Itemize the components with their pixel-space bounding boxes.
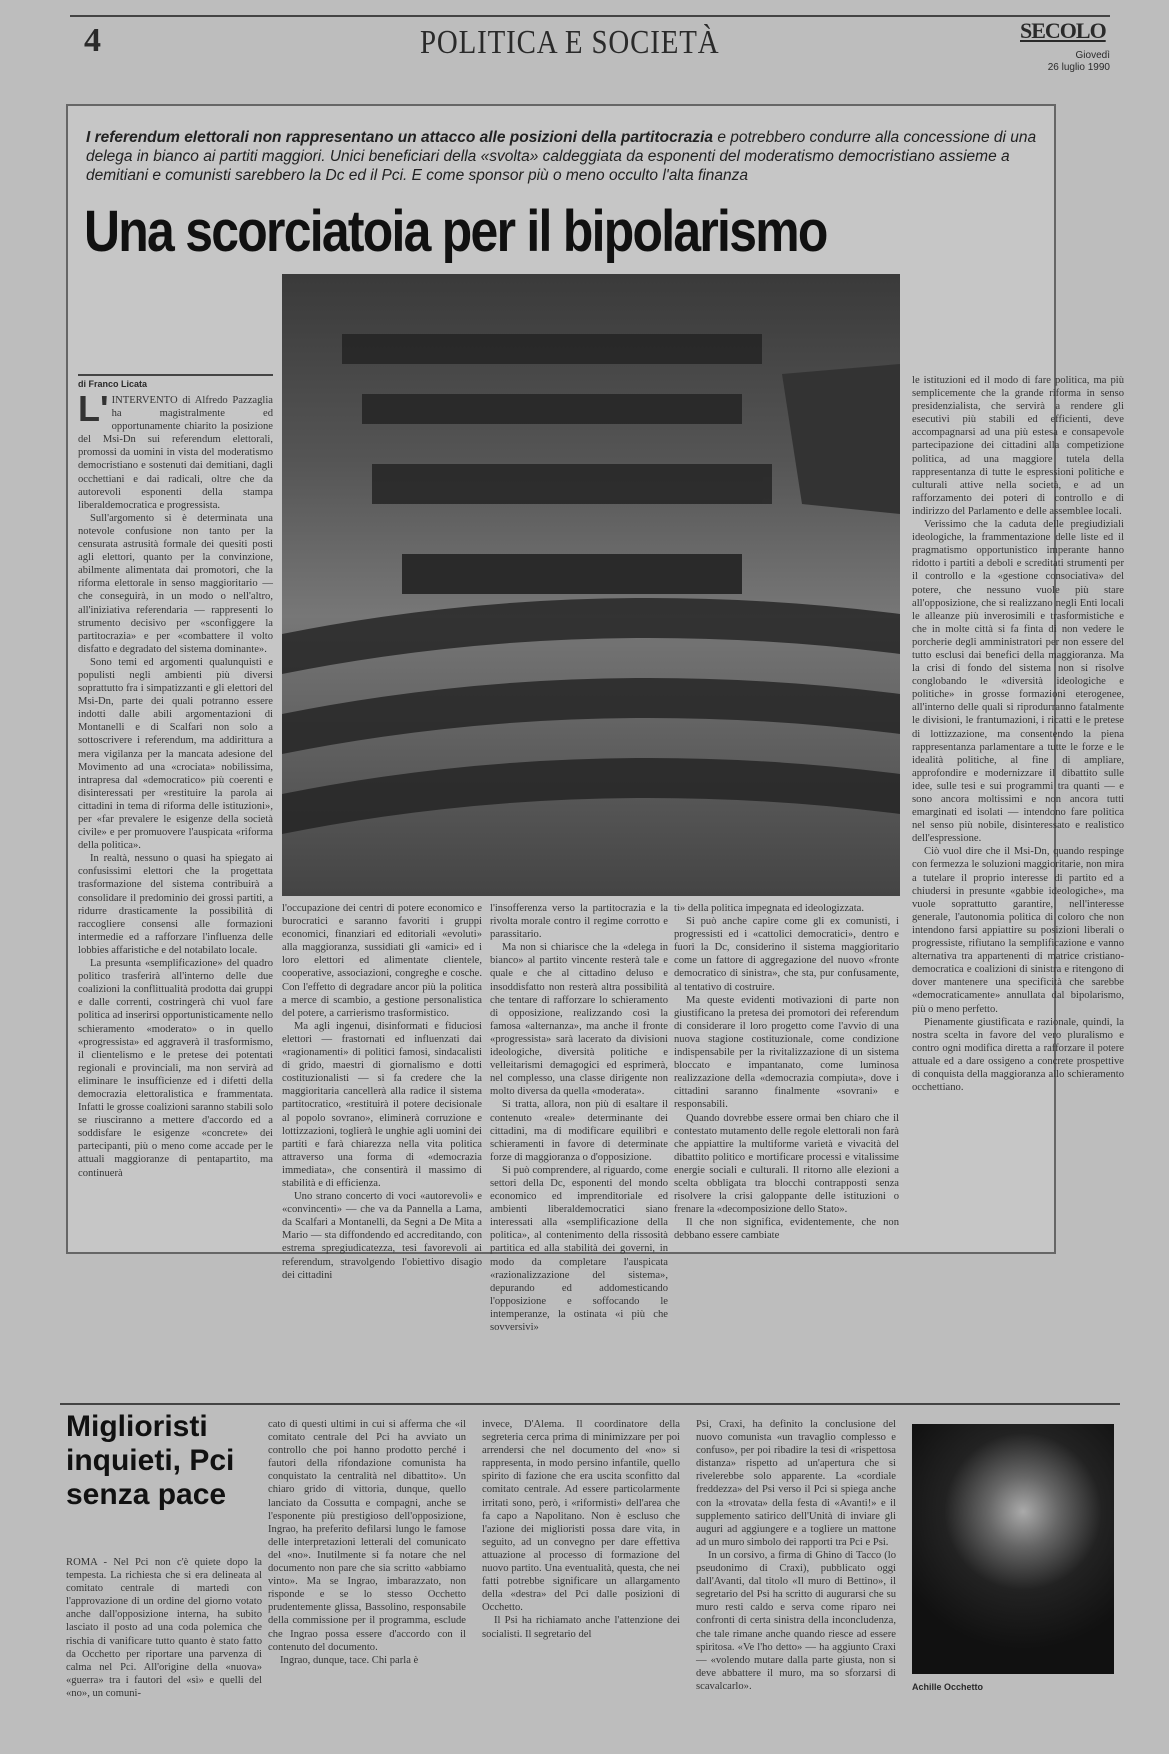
paragraph: cato di questi ultimi in cui si afferma che «il comitato centrale del Pci ha avviato un controllo che poi hanno prodotto perché i fautori della rifondazione comunista ha conquistato la centralità nel dibattito». Un chiaro grido di vittoria, dunque, quello lanciato da Cossutta e compagni, anche se l'esponente più prestigioso dell'opposizione, Ingrao, ha preferito defilarsi lungo le famose delle interpretazioni letterali del comunicato del «no». Inutilmente si fa notare che nel documento non pare che sia scritto «abbiamo vinto». Ma se Ingrao, imbarazzato, non risponde e se lo stesso Occhetto prudentemente glissa, Bassolino, responsabile della commissione per il programma, esclude che Ingrao possa essere d'accordo con il contenuto del documento.: [268, 1419, 466, 1653]
occhetto-photo: [912, 1424, 1114, 1674]
paragraph: Il Psi ha richiamato anche l'attenzione dei socialisti. Il segretario del: [482, 1615, 680, 1640]
article2-column-3: [482, 1418, 680, 1752]
paragraph: Uno strano concerto di voci «autorevoli» e «convincenti» — che va da Pannella a Lama, da Scalfari a Montanelli, da Segni a De Mita a Mario — sta diffondendo ed accreditando, con estrema spregiudicatezza, tesi favorevoli ai referendum, stravolgendo l'obiettivo disagio dei cittadini: [282, 1191, 482, 1281]
paragraph: Il che non significa, evidentemente, che non debbano essere cambiate: [674, 1217, 899, 1242]
headline-2: Miglioristi inquieti, Pci senza pace: [66, 1410, 235, 1511]
deck-text: e potrebbero condurre alla concessione di una delega in bianco ai partiti maggiori. Unici beneficiari della «svolta» caldeggiata da esponenti del moderatismo democristiano assieme a demitiani e comunisti sarebbero la Dc ed il Pci. E come sponsor più o meno occulto l'alta finanza: [86, 129, 1037, 184]
paragraph: Ingrao, dunque, tace. Chi parla è: [280, 1654, 419, 1666]
parliament-photo-graphic: [282, 274, 900, 896]
paragraph: Ma queste evidenti motivazioni di parte non giustificano la pretesa dei promotori dei referendum di considerare il loro progetto come l'avvio di una nuova stagione costituzionale, come condizione indispensabile per la rivitalizzazione di un sistema bloccato e impantanato, come luminosa realizzazione della «democrazia compiuta», dove i cittadini saranno finalmente «sovrani» e responsabili.: [674, 994, 899, 1111]
paragraph: le istituzioni ed il modo di fare politica, ma più semplicemente che la grande riforma in senso presidenzialista, che servirà a rendere gli esecutivi più stabili ed efficienti, deve accompagnarsi ad una più estesa e consapevole partecipazione dei cittadini alla competizione politica, ad una maggiore tutela della rappresentanza di tutte le espressioni politiche e culturali attive nella società, e ad un rafforzamento dei poteri di controllo e di indirizzo del Parlamento e delle assemblee locali.: [912, 375, 1124, 517]
section-title: POLITICA E SOCIETÀ: [420, 24, 720, 61]
paragraph: In realtà, nessuno o quasi ha spiegato ai confusissimi elettori che la progettata trasformazione del sistema contribuirà a consolidare il predominio dei grossi partiti, a ridurre drasticamente la possibilità di raccogliere consensi alle formazioni intermedie ed a rafforzare l'influenza delle lobbies affaristiche e del notabilato locale.: [78, 853, 273, 956]
article-deck: [86, 128, 1046, 185]
masthead-date: [1030, 50, 1110, 74]
article2-column-1: [66, 1556, 262, 1751]
paragraph: l'occupazione dei centri di potere economico e burocratici e saranno favoriti i gruppi economici, finanziari ed editoriali «evoluti» alla maggioranza, sussidiati gli «amici» ed i loro elettori ed alimentate clientele, cooperative, associazioni, congreghe e cosche. Con l'effetto di degradare ancor più la politica a merce di scambio, a gestione personalistica del potere, a carrierismo trasformistico.: [282, 903, 482, 1019]
paragraph: In un corsivo, a firma di Ghino di Tacco (lo pseudonimo di Craxi), pubblicato oggi dall'Avanti, dal titolo «Il muro di Bettino», il segretario del Psi ha scritto di augurarsi che su muro resti caldo e serva come riparo nei confronti di certa sinistra della inconcludenza, che tale rimane anche quando riesce ad essere spiritosa. «Ve l'ho detto» — ha aggiunto Craxi — «volendo mutare dalla parte giusta, non si deve abbattere il muro, ma so sforzarsi di scavalcarlo».: [696, 1549, 896, 1692]
article-column-1: [78, 388, 273, 1249]
drop-cap: L': [78, 388, 109, 429]
article2-column-4: [696, 1418, 896, 1752]
paragraph: Si tratta, allora, non più di esaltare il contenuto «reale» determinante dei cittadini, ma di modificare equilibri e schieramenti in favore di determinate forze di maggioranza o d'opposizione.: [490, 1099, 668, 1163]
article-column-4: [674, 902, 899, 1250]
deck-bold: I referendum elettorali non rappresentano un attacco alle posizioni della partitocrazia: [86, 129, 714, 146]
article-column-3: [490, 902, 668, 1333]
paragraph: invece, D'Alema. Il coordinatore della segreteria cerca prima di minimizzare per poi arrendersi che nel documento del «no» si rappresenta, in modo persino infantile, quello spirito di fazione che era uscita sconfitto dal comitato centrale. Ad essere particolarmente irritati sono, però, i «riformisti» dell'area che fa capo a Napolitano. Non è escluso che l'azione dei miglioristi possa dare vita, in seguito, ad un convegno per dare effettiva attuazione al processo di formazione del nuovo partito. Una eventualità, questa, che nei fatti potrebbe significare un allargamento della «destra» del Pci dalle posizioni di Occhetto.: [482, 1419, 680, 1614]
article-column-2: [282, 902, 482, 1281]
parliament-photo: [282, 274, 900, 896]
headline: Una scorciatoia per il bipolarismo: [84, 199, 827, 264]
article-divider: [60, 1403, 1120, 1405]
page-number: 4: [84, 22, 101, 59]
paragraph: Sull'argomento si è determinata una notevole confusione non tanto per la censurata astrusità formale dei quesiti posti agli elettori, quanto per la convinzione, abilmente alimentata dai promotori, che la riforma elettorale in senso maggioritario — che conseguirà, in un modo o nell'altro, all'iniziativa referendaria — rappresenti lo strumento decisivo per «sconfiggere la partitocrazia» e per «combattere il volto disfatto e degradato del sistema dominante».: [78, 512, 273, 655]
paragraph: Si può comprendere, al riguardo, come settori della Dc, esponenti del mondo economico ed imprenditoriale ed ambienti liberaldemocratici siano interessati alla «semplificazione della politica», al contenimento della rissosità partitica ed alla stabilità dei governi, in modo da completare l'auspicata «razionalizzazione del sistema», depurando ed addomesticando l'opposizione e soffocando le intemperanze, la ostinata «i più che sovversivi»: [490, 1164, 668, 1333]
photo-caption: Achille Occhetto: [912, 1682, 984, 1692]
paragraph: l'insofferenza verso la partitocrazia e la rivolta morale contro il regime corrotto e parassitario.: [490, 903, 668, 941]
paragraph: Ciò vuol dire che il Msi-Dn, quando respinge con fermezza le soluzioni maggioritarie, non mira a tutelare il proprio interesse di partito ed a chiudersi in presunte «gabbie ideologiche», ma vuole soprattutto garantire, nell'interesse generale, l'autonomia politica di coloro che non intendono farsi appiattire su posizioni liberali o progressiste, rifiutano la semplificazione e vanno alternativa tra appartenenti di matrice cristiano-democratica e coalizioni di sinistra e ritengono di dover mantenere una specificità che sarebbe «democraticamente» annullata dal bipolarismo, più o meno perfetto.: [912, 846, 1124, 1015]
paragraph: INTERVENTO di Alfredo Pazzaglia ha magistralmente ed opportunamente chiarito la posizione del Msi-Dn sui referendum elettorali, promossi da uomini in vista del moderatismo democristiano e sostenuti dai demitiani, dagli occhettiani e dai radicali, oltre che da autorevoli esponenti della stampa liberaldemocratica e progressista.: [78, 395, 273, 511]
paragraph: Quando dovrebbe essere ormai ben chiaro che il contestato mutamento delle regole elettorali non farà che appiattire la multiforme varietà e vivacità del dibattito politico e mortificare processi e vitalissime energie sociali e culturali. Il ritorno alle elezioni a scelta obbligata tra blocchi contrapposti senza risolvere la crisi galoppante delle istituzioni o frenare la «decomposizione dello Stato».: [674, 1112, 899, 1216]
day: Giovedì: [1075, 50, 1110, 61]
paragraph: Sono temi ed argomenti qualunquisti e populisti negli ambienti più diversi soprattutto fra i simpatizzanti e gli elettori del Msi-Dn, parte dei quali potranno essere indotti dalle abili argomentazioni di Montanelli e di Scalfari non solo a sottoscrivere i referendum, ma addirittura a mera vigilanza per la mancata adesione del Movimento ad una «crociata» nobilissima, intrapresa dal «democratico» più coerenti e disinteressati per «restituire la parola ai cittadini in tema di riforma delle istituzioni», per «far prevalere le esigenze della società civile» e per promuovere l'auspicata «riforma della politica».: [78, 656, 273, 852]
article-column-5: [912, 374, 1124, 1250]
paragraph: Verissimo che la caduta delle pregiudiziali ideologiche, la frammentazione delle liste ed il pragmatismo opportunistico imperante hanno ridotto i partiti a deboli e screditati strumenti per il controllo e la «gestione consociativa» del potere, che nessuno vuole più stare all'opposizione, che si realizzano negli Enti locali le alleanze più inverosimili e trasformistiche e che in molte città si fa finta di non vedere le porcherie degli amministratori per non essere del tutto esclusi dai benefici della maggioranza. Ma la crisi di fondo del sistema non si risolve conglobando le «diversità ideologiche e politiche» in grosse formazioni eterogenee, all'interno delle quali si riprodurranno fatalmente le divisioni, le frantumazioni, i ricatti e le pretese di lottizzazione, ma consentendo la piena rappresentanza parlamentare a tutte le forze e le idealità politiche, al fine di ampliare, approfondire e modernizzare il dibattito sulle idee, sulle tesi e sui programmi tra quanti — e sono ancora moltissimi e non ancora tutti emarginati ed isolati — intendono fare politica nel senso più nobile, disinteressato e realistico dell'espressione.: [912, 519, 1124, 845]
top-rule: [70, 15, 1110, 17]
paragraph: Si può anche capire come gli ex comunisti, i progressisti ed i «cattolici democratici», dentro e fuori la Dc, considerino il sistema maggioritario come un fattore di aggregazione del nuovo «fronte democratico di sinistra», che sta, pur confusamente, al tentativo di costruire.: [674, 916, 899, 993]
article2-column-2: [268, 1418, 466, 1752]
paragraph: ti» della politica impegnata ed ideologizzata.: [674, 903, 865, 914]
paragraph: Pienamente giustificata e razionale, quindi, la nostra scelta in favore del vero pluralismo e contro ogni modifica diretta a rafforzare il potere attuale ed a dare ossigeno a concrete prospettive di conquista della maggioranza allo schieramento occhettiano.: [912, 1016, 1124, 1094]
paragraph: La presunta «semplificazione» del quadro politico trasferirà all'interno delle due coalizioni la conflittualità prodotta dai gruppi e dalle correnti, costringerà chi vuol fare politica ad inserirsi opportunisticamente nello schieramento «moderato» o in quello «progressista» ed aggraverà il trasformismo, il clientelismo e le pretese dei potentati regionali e provinciali, ma non servirà ad eliminare le insufficienze ed i difetti della democrazia elettoralistica e frammentata. Infatti le grosse coalizioni saranno stabili solo se riusciranno a mettere d'accordo ed a soddisfare le esigenze «concrete» dei partecipanti, più o meno come accade per le attuali maggioranze di pentapartito, ma continuerà: [78, 958, 273, 1179]
paragraph: Ma agli ingenui, disinformati e fiduciosi elettori — frastornati ed influenzati dai «ragionamenti» di politici famosi, sindacalisti di grido, maestri di giornalismo e dotti costituzionalisti — si fa credere che la maggioritaria cancellerà alla radice il sistema partitocratico, «restituirà il potere decisionale al popolo sovrano», eliminerà corruzione e lottizzazioni, toglierà le unghie agli uomini dei partiti e farà chiarezza nella vita politica attraverso una forma di «democrazia immediata», che consentirà il massimo di stabilità e di efficienza.: [282, 1020, 482, 1189]
paragraph: Ma non si chiarisce che la «delega in bianco» al partito vincente resterà tale e quale e che al cittadino deluso e insoddisfatto non resterà altra possibilità che tentare di rafforzare lo schieramento di opposizione, realizzando così la famosa «alternanza», ma anche il fronte «progressista» sarà lacerato da divisioni ideologiche, diversità politiche e velleitarismi demagogici ed esprimerà, nel complesso, una classe dirigente non molto diversa da quella «moderata».: [490, 942, 668, 1098]
paragraph: ROMA - Nel Pci non c'è quiete dopo la tempesta. La richiesta che si era delineata al comitato centrale di martedì con l'approvazione di un ordine del giorno votato anche dall'opposizione interna, ha subito lasciato il posto ad una coda polemica che rischia di vanificare tutto quanto è stato fatto da Occhetto per riportare una parvenza di calma nel Pci. All'origine della «nuova» «guerra» tra i fautori del «sì» e quelli del «no», un comuni-: [66, 1557, 262, 1699]
date: 26 luglio 1990: [1047, 62, 1110, 73]
masthead-logo: SECOLO: [1020, 18, 1106, 43]
byline: di Franco Licata: [78, 374, 273, 389]
paragraph: Psi, Craxi, ha definito la conclusione del nuovo comunista «un travaglio complesso e confuso», per poi ribadire la tesi di «rispettosa distanza» rispetto ad un'apertura che si rivelerebbe solo apparente. La «cordiale freddezza» del Psi verso il Pci si spiega anche con la «trovata» della festa di «Avanti!» e il supplemento satirico dell'Unità di inviare gli auguri ad aggiungere e a togliere un mattone ad un muro simbolo dei rapporti tra Pci e Psi.: [696, 1419, 896, 1548]
